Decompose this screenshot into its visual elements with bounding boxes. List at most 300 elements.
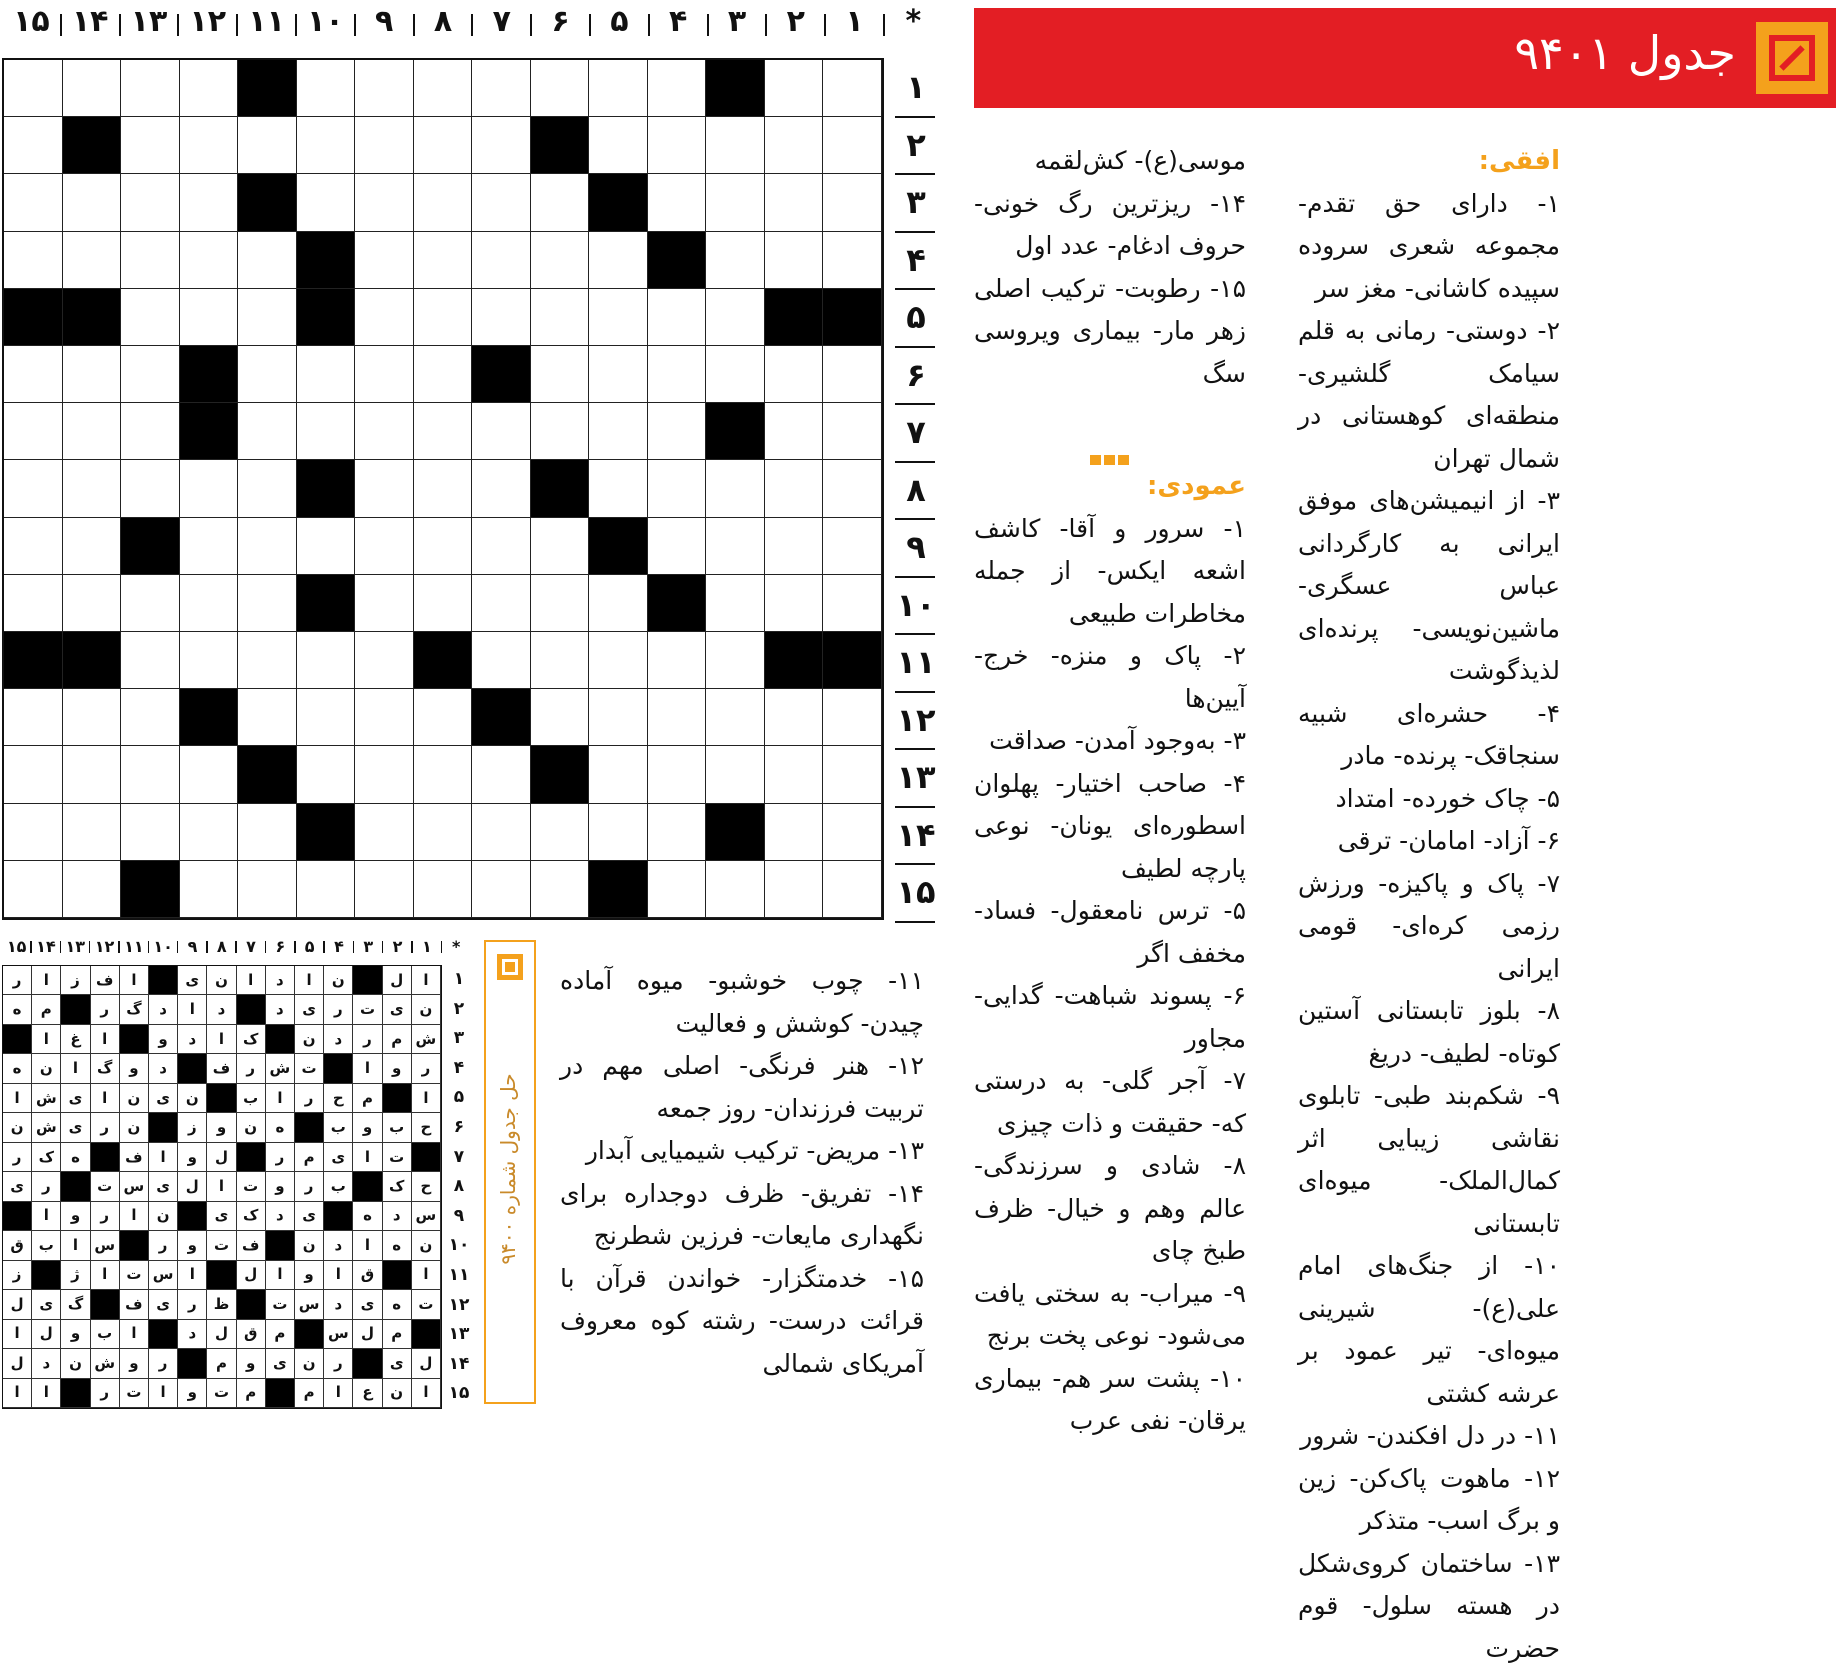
solution-letter: د <box>324 1290 353 1319</box>
black-cell <box>121 861 180 918</box>
grid-cell[interactable] <box>472 460 531 517</box>
clue-item: ۴- صاحب اختیار- پهلوان اسطوره‌ای یونان- نوعی پارچه لطیف <box>974 763 1246 891</box>
grid-cell[interactable] <box>4 861 63 918</box>
grid-cell[interactable] <box>355 689 414 746</box>
grid-cell[interactable] <box>648 289 707 346</box>
grid-cell[interactable] <box>765 518 824 575</box>
grid-cell[interactable] <box>238 346 297 403</box>
grid-cell[interactable] <box>765 689 824 746</box>
column-separator <box>177 14 179 36</box>
grid-cell[interactable] <box>765 403 824 460</box>
solution-letter: ک <box>237 1025 266 1054</box>
grid-cell[interactable] <box>823 60 882 117</box>
solution-letter: ت <box>237 1172 266 1201</box>
solution-letter: د <box>324 1231 353 1260</box>
row-separator <box>895 173 935 175</box>
column-separator <box>530 14 532 36</box>
solution-column-number: ۴ <box>324 937 353 956</box>
grid-cell[interactable] <box>180 575 239 632</box>
column-separator <box>648 14 650 36</box>
grid-cell[interactable] <box>531 632 590 689</box>
grid-cell[interactable] <box>706 632 765 689</box>
grid-cell[interactable] <box>4 460 63 517</box>
grid-cell[interactable] <box>706 575 765 632</box>
grid-cell[interactable] <box>414 861 473 918</box>
grid-cell[interactable] <box>589 632 648 689</box>
solution-letter: ا <box>149 1379 178 1408</box>
grid-cell[interactable] <box>121 346 180 403</box>
grid-cell[interactable] <box>63 174 122 231</box>
grid-cell[interactable] <box>238 289 297 346</box>
solution-letter: ا <box>3 1320 32 1349</box>
solution-letter: ر <box>3 966 32 995</box>
solution-column-separator <box>265 941 267 953</box>
grid-cell[interactable] <box>180 289 239 346</box>
grid-cell[interactable] <box>823 575 882 632</box>
grid-cell[interactable] <box>355 746 414 803</box>
grid-cell[interactable] <box>63 60 122 117</box>
grid-cell[interactable] <box>823 804 882 861</box>
grid-cell[interactable] <box>531 60 590 117</box>
grid-cell[interactable] <box>297 60 356 117</box>
grid-cell[interactable] <box>4 174 63 231</box>
grid-cell[interactable] <box>706 746 765 803</box>
grid-cell[interactable] <box>472 403 531 460</box>
grid-cell[interactable] <box>472 232 531 289</box>
clue-item: ۱۲- ماهوت پاک‌کن- زین و برگ اسب- متذکر <box>1298 1458 1560 1543</box>
grid-cell[interactable] <box>648 60 707 117</box>
grid-cell[interactable] <box>706 117 765 174</box>
down-clue-list <box>974 508 1246 1443</box>
grid-cell[interactable] <box>472 575 531 632</box>
black-cell <box>765 632 824 689</box>
grid-cell[interactable] <box>180 60 239 117</box>
solution-letter: ب <box>383 1113 412 1142</box>
solution-black-cell <box>266 1379 295 1408</box>
grid-cell[interactable] <box>472 861 531 918</box>
grid-cell[interactable] <box>297 689 356 746</box>
grid-cell[interactable] <box>589 403 648 460</box>
grid-cell[interactable] <box>648 632 707 689</box>
solution-letter: م <box>207 1349 236 1378</box>
grid-cell[interactable] <box>589 289 648 346</box>
solution-letter: ب <box>32 1231 61 1260</box>
grid-cell[interactable] <box>589 575 648 632</box>
solution-black-cell <box>32 1261 61 1290</box>
grid-cell[interactable] <box>648 403 707 460</box>
solution-letter: ش <box>32 1113 61 1142</box>
grid-cell[interactable] <box>531 174 590 231</box>
grid-cell[interactable] <box>648 174 707 231</box>
solution-letter: ب <box>324 1172 353 1201</box>
grid-cell[interactable] <box>648 804 707 861</box>
grid-cell[interactable] <box>648 746 707 803</box>
grid-cell[interactable] <box>121 689 180 746</box>
solution-column-number: ۱۱ <box>119 937 148 956</box>
grid-cell[interactable] <box>823 346 882 403</box>
grid-cell[interactable] <box>706 232 765 289</box>
grid-cell[interactable] <box>4 232 63 289</box>
solution-label: حل جدول شماره ۹۴۰۰ <box>496 1039 520 1299</box>
grid-cell[interactable] <box>4 746 63 803</box>
grid-cell[interactable] <box>589 117 648 174</box>
grid-cell[interactable] <box>180 232 239 289</box>
grid-cell[interactable] <box>63 746 122 803</box>
grid-cell[interactable] <box>121 632 180 689</box>
grid-cell[interactable] <box>4 117 63 174</box>
grid-cell[interactable] <box>238 804 297 861</box>
grid-cell[interactable] <box>648 346 707 403</box>
grid-cell[interactable] <box>531 289 590 346</box>
grid-cell[interactable] <box>472 746 531 803</box>
solution-letter: ک <box>237 1202 266 1231</box>
grid-cell[interactable] <box>297 746 356 803</box>
grid-cell[interactable] <box>121 60 180 117</box>
grid-cell[interactable] <box>706 518 765 575</box>
grid-cell[interactable] <box>297 174 356 231</box>
grid-cell[interactable] <box>414 746 473 803</box>
grid-cell[interactable] <box>238 632 297 689</box>
grid-cell[interactable] <box>414 403 473 460</box>
grid-cell[interactable] <box>706 289 765 346</box>
solution-letter: ف <box>120 1143 149 1172</box>
grid-cell[interactable] <box>238 689 297 746</box>
row-separator <box>895 231 935 233</box>
grid-cell[interactable] <box>589 346 648 403</box>
grid-cell[interactable] <box>63 518 122 575</box>
solution-letter: ه <box>3 1054 32 1083</box>
solution-letter: ش <box>32 1084 61 1113</box>
grid-cell[interactable] <box>180 518 239 575</box>
black-cell <box>706 804 765 861</box>
grid-cell[interactable] <box>121 575 180 632</box>
grid-cell[interactable] <box>648 117 707 174</box>
grid-cell[interactable] <box>414 460 473 517</box>
row-separator <box>895 346 935 348</box>
solution-row-number: ۱۰ <box>446 1235 472 1255</box>
grid-cell[interactable] <box>531 689 590 746</box>
grid-cell[interactable] <box>765 232 824 289</box>
grid-cell[interactable] <box>706 174 765 231</box>
black-cell <box>765 289 824 346</box>
solution-column-separator <box>235 941 237 953</box>
solution-letter: ن <box>61 1349 90 1378</box>
solution-row-number: ۱۵ <box>446 1383 472 1403</box>
grid-cell[interactable] <box>121 289 180 346</box>
grid-cell[interactable] <box>4 346 63 403</box>
row-number: ۱۴ <box>887 816 945 854</box>
solution-letter: ژ <box>61 1261 90 1290</box>
grid-cell[interactable] <box>238 861 297 918</box>
grid-cell[interactable] <box>531 518 590 575</box>
solution-column-separator <box>294 941 296 953</box>
solution-letter: م <box>383 1320 412 1349</box>
solution-letter: ا <box>207 1172 236 1201</box>
grid-cell[interactable] <box>648 460 707 517</box>
grid-cell[interactable] <box>414 518 473 575</box>
grid-cell[interactable] <box>414 174 473 231</box>
grid-cell[interactable] <box>472 174 531 231</box>
solution-letter: ر <box>91 1113 120 1142</box>
solution-letter: ه <box>3 995 32 1024</box>
solution-black-cell <box>61 995 90 1024</box>
grid-cell[interactable] <box>63 575 122 632</box>
grid-cell[interactable] <box>4 689 63 746</box>
grid-cell[interactable] <box>472 518 531 575</box>
grid-cell[interactable] <box>765 804 824 861</box>
grid-cell[interactable] <box>355 632 414 689</box>
solution-letter: ش <box>91 1349 120 1378</box>
grid-cell[interactable] <box>765 575 824 632</box>
grid-cell[interactable] <box>414 289 473 346</box>
grid-cell[interactable] <box>355 346 414 403</box>
solution-letter: س <box>324 1320 353 1349</box>
grid-cell[interactable] <box>823 460 882 517</box>
grid-cell[interactable] <box>4 403 63 460</box>
grid-cell[interactable] <box>355 861 414 918</box>
grid-cell[interactable] <box>297 403 356 460</box>
solution-letter: ر <box>32 1172 61 1201</box>
solution-letter: ه <box>383 1231 412 1260</box>
grid-cell[interactable] <box>648 861 707 918</box>
grid-cell[interactable] <box>531 346 590 403</box>
grid-cell[interactable] <box>589 804 648 861</box>
grid-cell[interactable] <box>355 518 414 575</box>
grid-cell[interactable] <box>121 460 180 517</box>
grid-cell[interactable] <box>355 60 414 117</box>
grid-cell[interactable] <box>63 232 122 289</box>
grid-cell[interactable] <box>589 689 648 746</box>
grid-cell[interactable] <box>531 804 590 861</box>
solution-letter: ا <box>120 1320 149 1349</box>
grid-cell[interactable] <box>414 804 473 861</box>
grid-cell[interactable] <box>4 60 63 117</box>
row-number: ۱۳ <box>887 758 945 796</box>
grid-cell[interactable] <box>238 117 297 174</box>
grid-cell[interactable] <box>180 460 239 517</box>
grid-cell[interactable] <box>823 117 882 174</box>
grid-cell[interactable] <box>238 460 297 517</box>
grid-cell[interactable] <box>63 403 122 460</box>
black-cell <box>823 289 882 346</box>
grid-cell[interactable] <box>121 403 180 460</box>
grid-cell[interactable] <box>648 689 707 746</box>
solution-column-number: ۸ <box>207 937 236 956</box>
solution-letter: ن <box>178 1084 207 1113</box>
grid-cell[interactable] <box>706 460 765 517</box>
grid-cell[interactable] <box>765 346 824 403</box>
solution-black-cell <box>61 1379 90 1408</box>
solution-letter: ا <box>412 1261 441 1290</box>
grid-cell[interactable] <box>472 804 531 861</box>
grid-cell[interactable] <box>355 403 414 460</box>
grid-cell[interactable] <box>414 60 473 117</box>
grid-cell[interactable] <box>238 403 297 460</box>
grid-cell[interactable] <box>4 575 63 632</box>
grid-cell[interactable] <box>121 746 180 803</box>
grid-cell[interactable] <box>180 632 239 689</box>
black-cell <box>531 746 590 803</box>
black-cell <box>180 689 239 746</box>
grid-cell[interactable] <box>355 804 414 861</box>
solution-letter: ر <box>237 1054 266 1083</box>
solution-letter: و <box>120 1054 149 1083</box>
grid-cell[interactable] <box>472 60 531 117</box>
grid-cell[interactable] <box>63 346 122 403</box>
grid-cell[interactable] <box>297 117 356 174</box>
solution-column-number: ۱۰ <box>149 937 178 956</box>
clue-item: ۱۰- از جنگ‌های امام علی(ع)- شیرینی میوه‌ای- تیر عمود بر عرشه کشتی <box>1298 1245 1560 1415</box>
grid-cell[interactable] <box>355 117 414 174</box>
row-number: ۲ <box>887 126 945 164</box>
row-number: ۷ <box>887 413 945 451</box>
grid-cell[interactable] <box>297 861 356 918</box>
grid-cell[interactable] <box>414 689 473 746</box>
grid-cell[interactable] <box>765 174 824 231</box>
column-number: ۷ <box>472 4 531 39</box>
grid-cell[interactable] <box>823 232 882 289</box>
solution-black-cell <box>178 1054 207 1083</box>
solution-letter: ف <box>91 966 120 995</box>
grid-cell[interactable] <box>589 460 648 517</box>
across-clues-column <box>1298 140 1560 1670</box>
grid-cell[interactable] <box>63 689 122 746</box>
solution-letter: ا <box>207 1025 236 1054</box>
grid-cell[interactable] <box>355 232 414 289</box>
grid-cell[interactable] <box>765 60 824 117</box>
grid-cell[interactable] <box>531 403 590 460</box>
black-cell <box>531 117 590 174</box>
grid-cell[interactable] <box>180 804 239 861</box>
grid-cell[interactable] <box>121 804 180 861</box>
column-separator <box>413 14 415 36</box>
grid-cell[interactable] <box>706 346 765 403</box>
grid-cell[interactable] <box>414 575 473 632</box>
black-cell <box>297 289 356 346</box>
row-separator <box>895 806 935 808</box>
grid-cell[interactable] <box>765 117 824 174</box>
grid-cell[interactable] <box>823 861 882 918</box>
row-number: ۵ <box>887 298 945 336</box>
grid-cell[interactable] <box>121 174 180 231</box>
solution-letter: ب <box>237 1084 266 1113</box>
grid-cell[interactable] <box>180 174 239 231</box>
grid-cell[interactable] <box>355 575 414 632</box>
grid-cell[interactable] <box>63 861 122 918</box>
row-number: ۱۲ <box>887 701 945 739</box>
grid-cell[interactable] <box>589 232 648 289</box>
grid-cell[interactable] <box>531 232 590 289</box>
grid-cell[interactable] <box>823 174 882 231</box>
grid-cell[interactable] <box>4 518 63 575</box>
grid-cell[interactable] <box>414 346 473 403</box>
solution-black-cell <box>149 966 178 995</box>
grid-cell[interactable] <box>765 746 824 803</box>
solution-letter: د <box>149 995 178 1024</box>
solution-letter: ا <box>91 1261 120 1290</box>
grid-cell[interactable] <box>355 174 414 231</box>
grid-cell[interactable] <box>706 861 765 918</box>
grid-cell[interactable] <box>297 632 356 689</box>
solution-column-number: ۶ <box>266 937 295 956</box>
grid-cell[interactable] <box>589 746 648 803</box>
grid-cell[interactable] <box>823 746 882 803</box>
grid-cell[interactable] <box>355 289 414 346</box>
solution-letter: ش <box>412 1025 441 1054</box>
solution-letter: ی <box>353 1290 382 1319</box>
solution-letter: د <box>207 995 236 1024</box>
solution-letter: ش <box>266 1054 295 1083</box>
solution-letter: ک <box>383 1172 412 1201</box>
solution-letter: ظ <box>207 1290 236 1319</box>
clue-item: ۵- ترس نامعقول- فساد- مخفف اگر <box>974 890 1246 975</box>
grid-cell[interactable] <box>238 575 297 632</box>
grid-cell[interactable] <box>180 861 239 918</box>
grid-cell[interactable] <box>531 861 590 918</box>
solution-letter: ل <box>3 1349 32 1378</box>
grid-cell[interactable] <box>472 289 531 346</box>
grid-cell[interactable] <box>180 746 239 803</box>
grid-cell[interactable] <box>180 117 239 174</box>
grid-cell[interactable] <box>121 232 180 289</box>
grid-cell[interactable] <box>531 575 590 632</box>
solution-letter: ر <box>324 995 353 1024</box>
grid-cell[interactable] <box>297 346 356 403</box>
grid-cell[interactable] <box>823 403 882 460</box>
solution-letter: د <box>266 995 295 1024</box>
grid-cell[interactable] <box>4 804 63 861</box>
column-number: ۵ <box>590 4 649 39</box>
grid-cell[interactable] <box>238 518 297 575</box>
column-separator <box>765 14 767 36</box>
grid-cell[interactable] <box>355 460 414 517</box>
clue-item: ۱۳- مریض- ترکیب شیمیایی آبدار <box>560 1130 924 1173</box>
grid-cell[interactable] <box>472 117 531 174</box>
solution-column-number: ۱۴ <box>31 937 60 956</box>
black-cell <box>531 460 590 517</box>
solution-letter: ح <box>412 1172 441 1201</box>
grid-cell[interactable] <box>765 460 824 517</box>
grid-cell[interactable] <box>823 689 882 746</box>
solution-letter: و <box>266 1172 295 1201</box>
clue-item: ۸- شادی و سرزندگی- عالم وهم و خیال- ظرف طبخ چای <box>974 1145 1246 1273</box>
grid-cell[interactable] <box>238 232 297 289</box>
page-title: جدول ۹۴۰۱ <box>1514 26 1736 80</box>
solution-black-cell <box>149 1113 178 1142</box>
solution-letter: ا <box>61 1054 90 1083</box>
solution-letter: ن <box>207 966 236 995</box>
solution-letter: ه <box>353 1202 382 1231</box>
grid-cell[interactable] <box>121 117 180 174</box>
grid-cell[interactable] <box>765 861 824 918</box>
grid-cell[interactable] <box>648 518 707 575</box>
grid-cell[interactable] <box>589 60 648 117</box>
solution-letter: گ <box>61 1290 90 1319</box>
grid-cell[interactable] <box>63 804 122 861</box>
solution-letter: ی <box>178 966 207 995</box>
grid-cell[interactable] <box>414 232 473 289</box>
grid-cell[interactable] <box>63 460 122 517</box>
solution-row-number: ۱ <box>446 969 472 989</box>
grid-cell[interactable] <box>706 689 765 746</box>
grid-cell[interactable] <box>297 518 356 575</box>
solution-column-separator <box>323 941 325 953</box>
column-separator <box>119 14 121 36</box>
grid-cell[interactable] <box>414 117 473 174</box>
grid-cell[interactable] <box>472 632 531 689</box>
clue-item: ۷- پاک و پاکیزه- ورزش رزمی کره‌ای- قومی ایرانی <box>1298 863 1560 991</box>
grid-cell[interactable] <box>823 518 882 575</box>
